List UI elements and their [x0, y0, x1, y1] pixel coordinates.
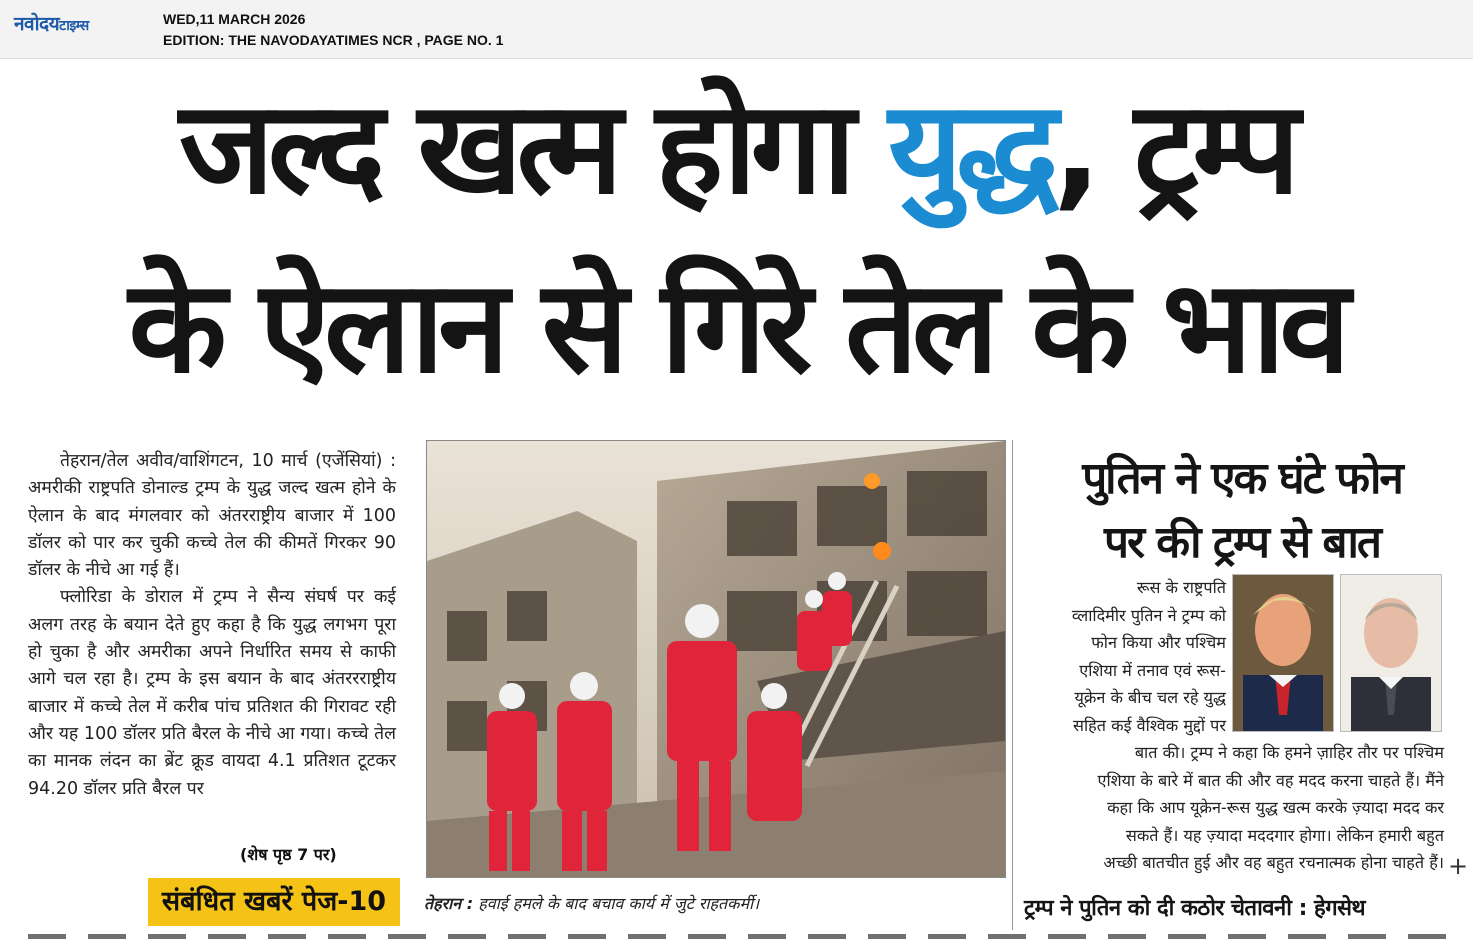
logo-sub-text: टाइम्स [59, 18, 89, 34]
photo-caption [424, 892, 759, 914]
side-text-line: सहित कई वैश्विक मुद्दों पर [1073, 715, 1226, 735]
edition-date: WED,11 MARCH 2026 [163, 11, 306, 27]
plus-icon[interactable]: + [1448, 852, 1469, 880]
main-headline-line-1 [0, 64, 1473, 234]
related-news-box[interactable]: संबंधित खबरें पेज-10 [148, 878, 400, 926]
side-text-line: अच्छी बातचीत हुई और वह बहुत रचनात्मक होना चाहते हैं। [1103, 853, 1444, 872]
side-text-line: एशिया के बारे में बात की और वह मदद करना चाहते हैं। मैंने [1097, 770, 1444, 790]
masthead-bar [0, 0, 1473, 59]
side-story-body [1026, 574, 1444, 877]
edition-page: EDITION: THE NAVODAYATIMES NCR , PAGE NO. 1 [163, 32, 504, 48]
rescue-photo [426, 440, 1006, 878]
side-headline-line-2[interactable]: पर की ट्रम्प से बात [1104, 517, 1380, 568]
caption-place: तेहरान : [424, 894, 474, 913]
side-text-line: रूस के राष्ट्रपति [1136, 578, 1226, 597]
headline-part-b: , ट्रम्प [1052, 74, 1295, 223]
side-text-line: सकते हैं। यह ज़्यादा मददगार होगा। लेकिन हमारी बहुत [1125, 825, 1444, 845]
side-headline-line-1[interactable]: पुतिन ने एक घंटे फोन [1082, 453, 1402, 504]
side-text-line: फोन किया और पश्चिम [1091, 633, 1226, 652]
newspaper-logo[interactable] [14, 10, 89, 36]
caption-text: हवाई हमले के बाद बचाव कार्य में जुटे राहतकर्मी। [473, 894, 760, 913]
headline-part-a: जल्द खत्म होगा [178, 74, 889, 223]
side-text-line: एशिया में तनाव एवं रूस- [1079, 660, 1226, 680]
side-text-line: व्लादिमीर पुतिन ने ट्रम्प को [1071, 605, 1226, 625]
side-text-line: कहा कि आप यूक्रेन-रूस युद्ध खत्म करके ज़्यादा मदद कर [1107, 798, 1444, 817]
story-paragraph-2: फ्लोरिडा के डोराल में ट्रम्प ने सैन्य संघर्ष पर कई अलग तरह के बयान देते हुए कहा है कि युद्ध लगभग पूरा हो चुका है और अमरीका अपने निर्धारित समय से काफी आगे चल रहा है। ट्रम्प के इस बयान के बाद अंतररराष्ट्रीय बाजार में कच्चे तेल में करीब पांच प्रतिशत की गिरावट रही और यह 100 डॉलर प्रति बैरल के नीचे आ गया। कच्चे तेल का मानक लंदन का ब्रेंट क्रूड वायदा 4.1 प्रतिशत टूटकर 94.20 डॉलर प्रति बैरल पर [28, 587, 396, 799]
cut-off-text-strip [28, 934, 1448, 939]
rescue-scene-illustration [427, 441, 1005, 877]
side-text-line: बात की। ट्रम्प ने कहा कि हमने ज़ाहिर तौर पर पश्चिम [1134, 743, 1444, 762]
next-story-headline[interactable]: ट्रम्प ने पुतिन को दी कठोर चेतावनी : हेगसेथ [1024, 896, 1366, 921]
story-paragraph-1: तेहरान/तेल अवीव/वाशिंगटन, 10 मार्च (एजेंसियां) : अमरीकी राष्ट्रपति डोनाल्ड ट्रम्प के युद्ध जल्द खत्म होने के ऐलान के बाद मंगलवार को अंतरराष्ट्रीय बाजार में 100 डॉलर को पार कर चुकी कच्चे तेल की कीमतें गिरकर 90 डॉलर के नीचे आ गई हैं। [28, 451, 396, 581]
headline-highlight-word: युद्ध [888, 74, 1053, 223]
side-text-line: यूक्रेन के बीच चल रहे युद्ध [1074, 688, 1226, 707]
main-story-body [28, 448, 396, 803]
column-divider [1012, 440, 1013, 930]
continued-note[interactable]: (शेष पृष्ठ 7 पर) [240, 845, 337, 864]
logo-main-text: नवोदय [14, 13, 60, 35]
edition-info [163, 9, 503, 51]
main-headline-line-2: के ऐलान से गिरे तेल के भाव [128, 253, 1345, 402]
